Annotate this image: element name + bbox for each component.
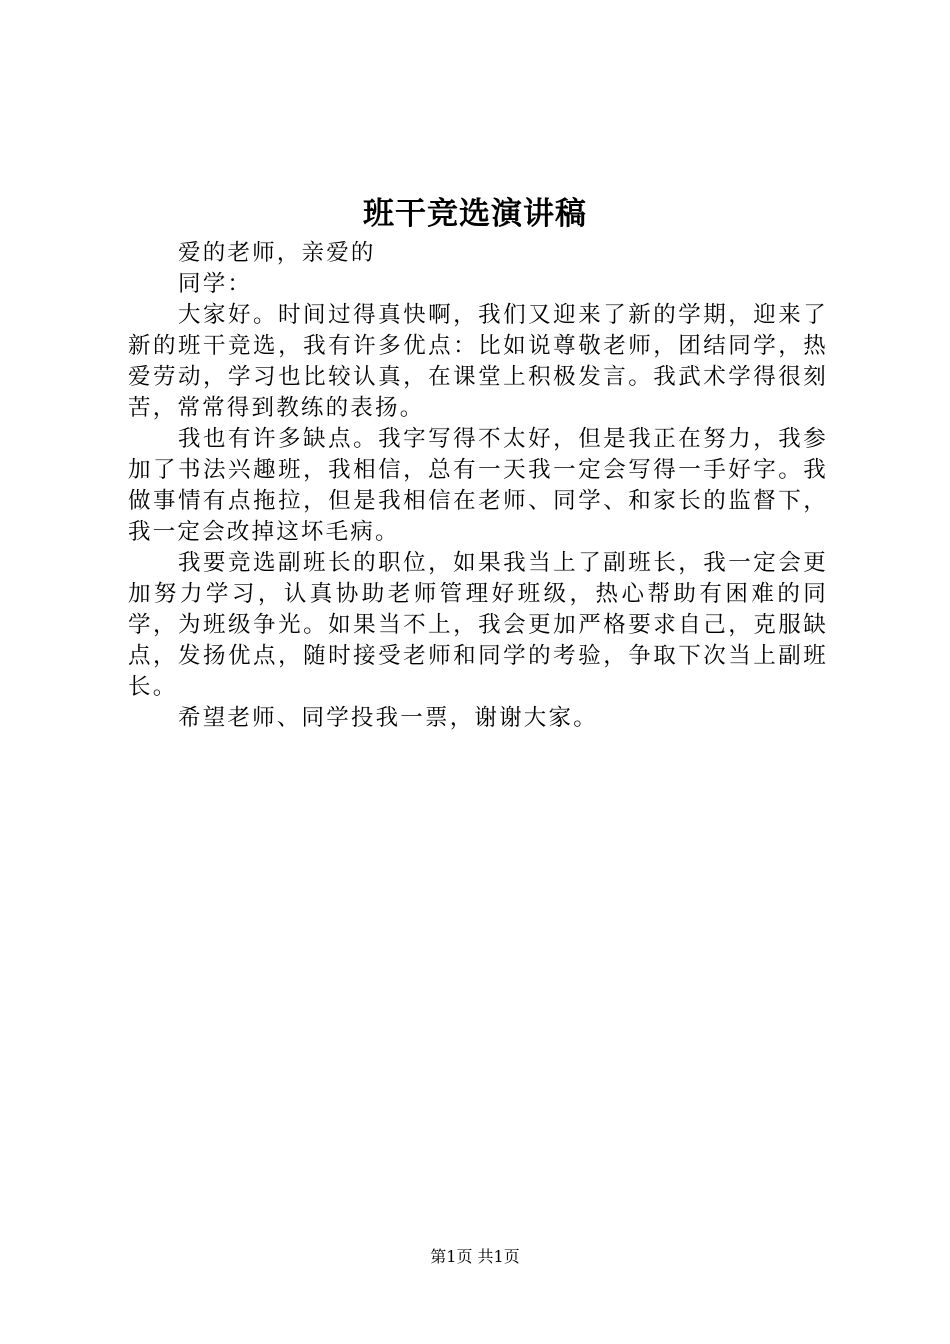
document-body	[128, 238, 828, 734]
paragraph-greeting-2: 同学：	[178, 271, 253, 297]
paragraph-weaknesses: 我也有许多缺点。我字写得不太好，但是我正在努力，我参加了书法兴趣班，我相信，总有一天我一定会写得一手好字。我做事情有点拖拉，但是我相信在老师、同学、和家长的监督下，我一定会改掉这坏毛病。	[128, 426, 828, 545]
paragraph-greeting-1: 爱的老师，亲爱的	[178, 240, 376, 266]
paragraph-closing: 希望老师、同学投我一票，谢谢大家。	[178, 705, 598, 731]
paragraph-goal: 我要竞选副班长的职位，如果我当上了副班长，我一定会更加努力学习，认真协助老师管理好班级，热心帮助有困难的同学，为班级争光。如果当不上，我会更加严格要求自己，克服缺点，发扬优点，随时接受老师和同学的考验，争取下次当上副班长。	[128, 550, 828, 700]
paragraph-strengths: 大家好。时间过得真快啊，我们又迎来了新的学期，迎来了新的班干竞选，我有许多优点：比如说尊敬老师，团结同学，热爱劳动，学习也比较认真，在课堂上积极发言。我武术学得很刻苦，常常得到教练的表扬。	[128, 302, 828, 421]
document-title: 班干竞选演讲稿	[363, 196, 587, 232]
page-footer: 第1页 共1页	[430, 1247, 520, 1266]
